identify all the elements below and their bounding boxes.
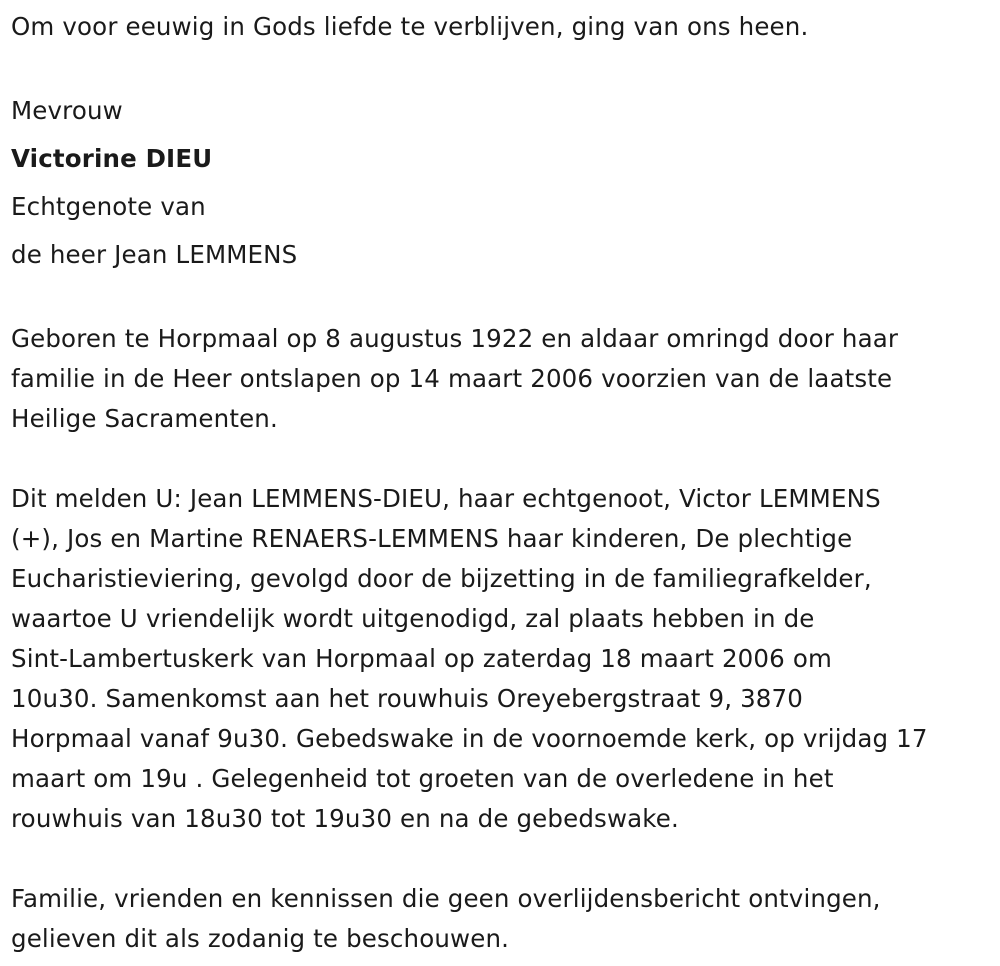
spacer xyxy=(11,839,993,879)
spouse-label: Echtgenote van xyxy=(11,192,206,221)
paragraph-line: rouwhuis van 18u30 tot 19u30 en na de gebedswake. xyxy=(11,804,679,833)
paragraph-line: gelieven dit als zodanig te beschouwen. xyxy=(11,924,510,953)
birth-paragraph xyxy=(11,319,993,439)
salutation: Mevrouw xyxy=(11,96,123,125)
spouse-name: de heer Jean LEMMENS xyxy=(11,240,298,269)
obituary-document xyxy=(11,7,993,959)
deceased-name: Victorine DIEU xyxy=(11,144,213,173)
paragraph-line: Eucharistieviering, gevolgd door de bijzetting in de familiegrafkelder, xyxy=(11,564,872,593)
paragraph-line: familie in de Heer ontslapen op 14 maart 2006 voorzien van de laatste xyxy=(11,364,893,393)
paragraph-line: Geboren te Horpmaal op 8 augustus 1922 en aldaar omringd door haar xyxy=(11,324,899,353)
spacer xyxy=(11,47,993,87)
paragraph-line: Dit melden U: Jean LEMMENS-DIEU, haar echtgenoot, Victor LEMMENS xyxy=(11,484,881,513)
intro-line: Om voor eeuwig in Gods liefde te verblijven, ging van ons heen. xyxy=(11,12,809,41)
paragraph-line: maart om 19u . Gelegenheid tot groeten van de overledene in het xyxy=(11,764,834,793)
spacer xyxy=(11,439,993,479)
paragraph-line: Sint-Lambertuskerk van Horpmaal op zaterdag 18 maart 2006 om xyxy=(11,644,832,673)
paragraph-line: 10u30. Samenkomst aan het rouwhuis Oreyebergstraat 9, 3870 xyxy=(11,684,804,713)
announcement-paragraph xyxy=(11,479,993,839)
paragraph-line: waartoe U vriendelijk wordt uitgenodigd, zal plaats hebben in de xyxy=(11,604,815,633)
paragraph-line: Heilige Sacramenten. xyxy=(11,404,278,433)
closing-paragraph xyxy=(11,879,993,959)
paragraph-line: Horpmaal vanaf 9u30. Gebedswake in de voornoemde kerk, op vrijdag 17 xyxy=(11,724,928,753)
paragraph-line: (+), Jos en Martine RENAERS-LEMMENS haar kinderen, De plechtige xyxy=(11,524,853,553)
spacer xyxy=(11,279,993,319)
deceased-block xyxy=(11,87,993,279)
paragraph-line: Familie, vrienden en kennissen die geen overlijdensbericht ontvingen, xyxy=(11,884,881,913)
